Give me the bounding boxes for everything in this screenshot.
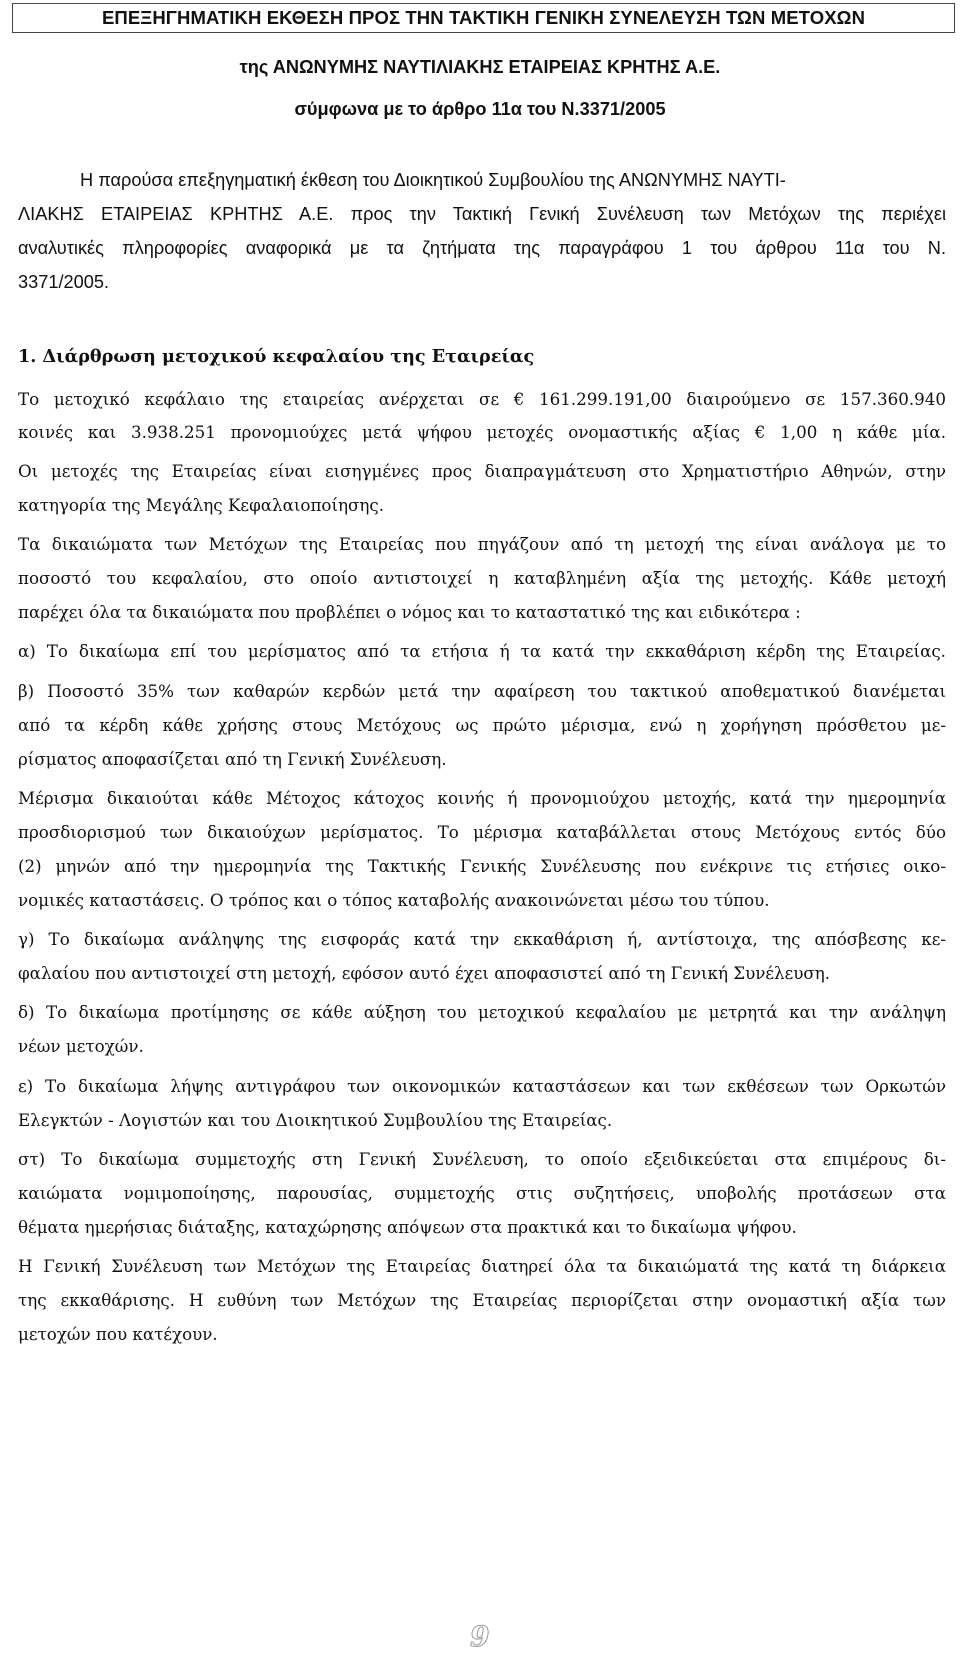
body-line: στ) Το δικαίωμα συμμετοχής στη Γενική Συνέλευση, το οποίο εξειδικεύεται στα επιμέρους δι-	[18, 1149, 946, 1169]
body-line: β) Ποσοστό 35% των καθαρών κερδών μετά την αφαίρεση του τακτικού αποθεματικού διανέμεται	[18, 681, 946, 701]
body-line: Οι μετοχές της Εταιρείας είναι εισηγμένες προς διαπραγμάτευση στο Χρηματιστήριο Αθηνών, στην	[18, 461, 946, 481]
body-line: κατηγορία της Μεγάλης Κεφαλαιοποίησης.	[18, 495, 385, 515]
article-reference: σύμφωνα με το άρθρο 11α του Ν.3371/2005	[294, 99, 666, 119]
body-line: ε) Το δικαίωμα λήψης αντιγράφου των οικονομικών καταστάσεων και των εκθέσεων των Ορκωτών	[18, 1076, 946, 1096]
document-title: ΕΠΕΞΗΓΗΜΑΤΙΚΗ ΕΚΘΕΣΗ ΠΡΟΣ ΤΗΝ ΤΑΚΤΙΚΗ ΓΕΝΙΚΗ ΣΥΝΕΛΕΥΣΗ ΤΩΝ ΜΕΤΟΧΩΝ	[12, 3, 955, 33]
body-line: της εκκαθάρισης. Η ευθύνη των Μετόχων της Εταιρείας περιορίζεται στην ονομαστική αξία των	[18, 1290, 946, 1310]
body-line: θέματα ημερήσιας διάταξης, καταχώρησης απόψεων στα πρακτικά και το δικαίωμα ψήφου.	[18, 1217, 797, 1237]
body-line: από τα κέρδη κάθε χρήσης στους Μετόχους ως πρώτο μέρισμα, ενώ η χορήγηση πρόσθετου με-	[18, 715, 946, 735]
body-line: (2) μηνών από την ημερομηνία της Τακτικής Γενικής Συνέλευσης που ενέκρινε τις ετήσιες οικο-	[18, 856, 946, 876]
body-line: παρέχει όλα τα δικαιώματα που προβλέπει ο νόμος και το καταστατικό της και ειδικότερα :	[18, 602, 801, 622]
intro-line: Η παρούσα επεξηγηματική έκθεση του Διοικητικού Συμβουλίου της ΑΝΩΝΥΜΗΣ ΝΑΥΤΙ-	[80, 170, 786, 190]
body-line: ποσοστό του κεφαλαίου, στο οποίο αντιστοιχεί η καταβλημένη αξία της μετοχής. Κάθε μετοχή	[18, 568, 946, 588]
body-line: κοινές και 3.938.251 προνομιούχες μετά ψήφου μετοχές ονομαστικής αξίας € 1,00 η κάθε μία.	[18, 422, 946, 442]
body-line: Η Γενική Συνέλευση των Μετόχων της Εταιρείας διατηρεί όλα τα δικαιώματά της κατά τη διάρκεια	[18, 1256, 946, 1276]
body-line: γ) Το δικαίωμα ανάληψης της εισφοράς κατά την εκκαθάριση ή, αντίστοιχα, της απόσβεσης κε-	[18, 929, 946, 949]
body-line: φαλαίου που αντιστοιχεί στη μετοχή, εφόσον αυτό έχει αποφασιστεί από τη Γενική Συνέλευση.	[18, 963, 831, 983]
body-line: Μέρισμα δικαιούται κάθε Μέτοχος κάτοχος κοινής ή προνομιούχου μετοχής, κατά την ημερομηνία	[18, 788, 946, 808]
body-line: ρίσματος αποφασίζεται από τη Γενική Συνέλευση.	[18, 749, 447, 769]
body-line: νομικές καταστάσεις. Ο τρόπος και ο τόπος καταβολής ανακοινώνεται μέσω του τύπου.	[18, 890, 770, 910]
body-line: Τα δικαιώματα των Μετόχων της Εταιρείας που πηγάζουν από τη μετοχή της είναι ανάλογα με το	[18, 534, 946, 554]
page-number: 9	[470, 1620, 490, 1653]
section-heading: 1. Διάρθρωση μετοχικού κεφαλαίου της Εταιρείας	[18, 346, 535, 367]
body-line: μετοχών που κατέχουν.	[18, 1324, 218, 1344]
body-line: δ) Το δικαίωμα προτίμησης σε κάθε αύξηση του μετοχικού κεφαλαίου με μετρητά και την ανάληψη	[18, 1002, 946, 1022]
body-line: προσδιορισμού των δικαιούχων μερίσματος. Το μέρισμα καταβάλλεται στους Μετόχους εντός δύο	[18, 822, 946, 842]
body-line: νέων μετοχών.	[18, 1036, 144, 1056]
body-line: α) Το δικαίωμα επί του μερίσματος από τα ετήσια ή τα κατά την εκκαθάριση κέρδη της Εταιρείας.	[18, 641, 946, 661]
intro-line: 3371/2005.	[18, 272, 110, 292]
company-subtitle: της ΑΝΩΝΥΜΗΣ ΝΑΥΤΙΛΙΑΚΗΣ ΕΤΑΙΡΕΙΑΣ ΚΡΗΤΗΣ Α.Ε.	[239, 57, 721, 77]
body-line: καιώματα νομιμοποίησης, παρουσίας, συμμετοχής στις συζητήσεις, υποβολής προτάσεων στα	[18, 1183, 946, 1203]
intro-line: ΛΙΑΚΗΣ ΕΤΑΙΡΕΙΑΣ ΚΡΗΤΗΣ Α.Ε. προς την Τακτική Γενική Συνέλευση των Μετόχων της περιέχει	[18, 204, 946, 224]
body-line: Ελεγκτών - Λογιστών και του Διοικητικού Συμβουλίου της Εταιρείας.	[18, 1110, 613, 1130]
body-line: Το μετοχικό κεφάλαιο της εταιρείας ανέρχεται σε € 161.299.191,00 διαιρούμενο σε 157.360.940	[18, 389, 946, 409]
intro-line: αναλυτικές πληροφορίες αναφορικά με τα ζητήματα της παραγράφου 1 του άρθρου 11α του Ν.	[18, 238, 946, 258]
